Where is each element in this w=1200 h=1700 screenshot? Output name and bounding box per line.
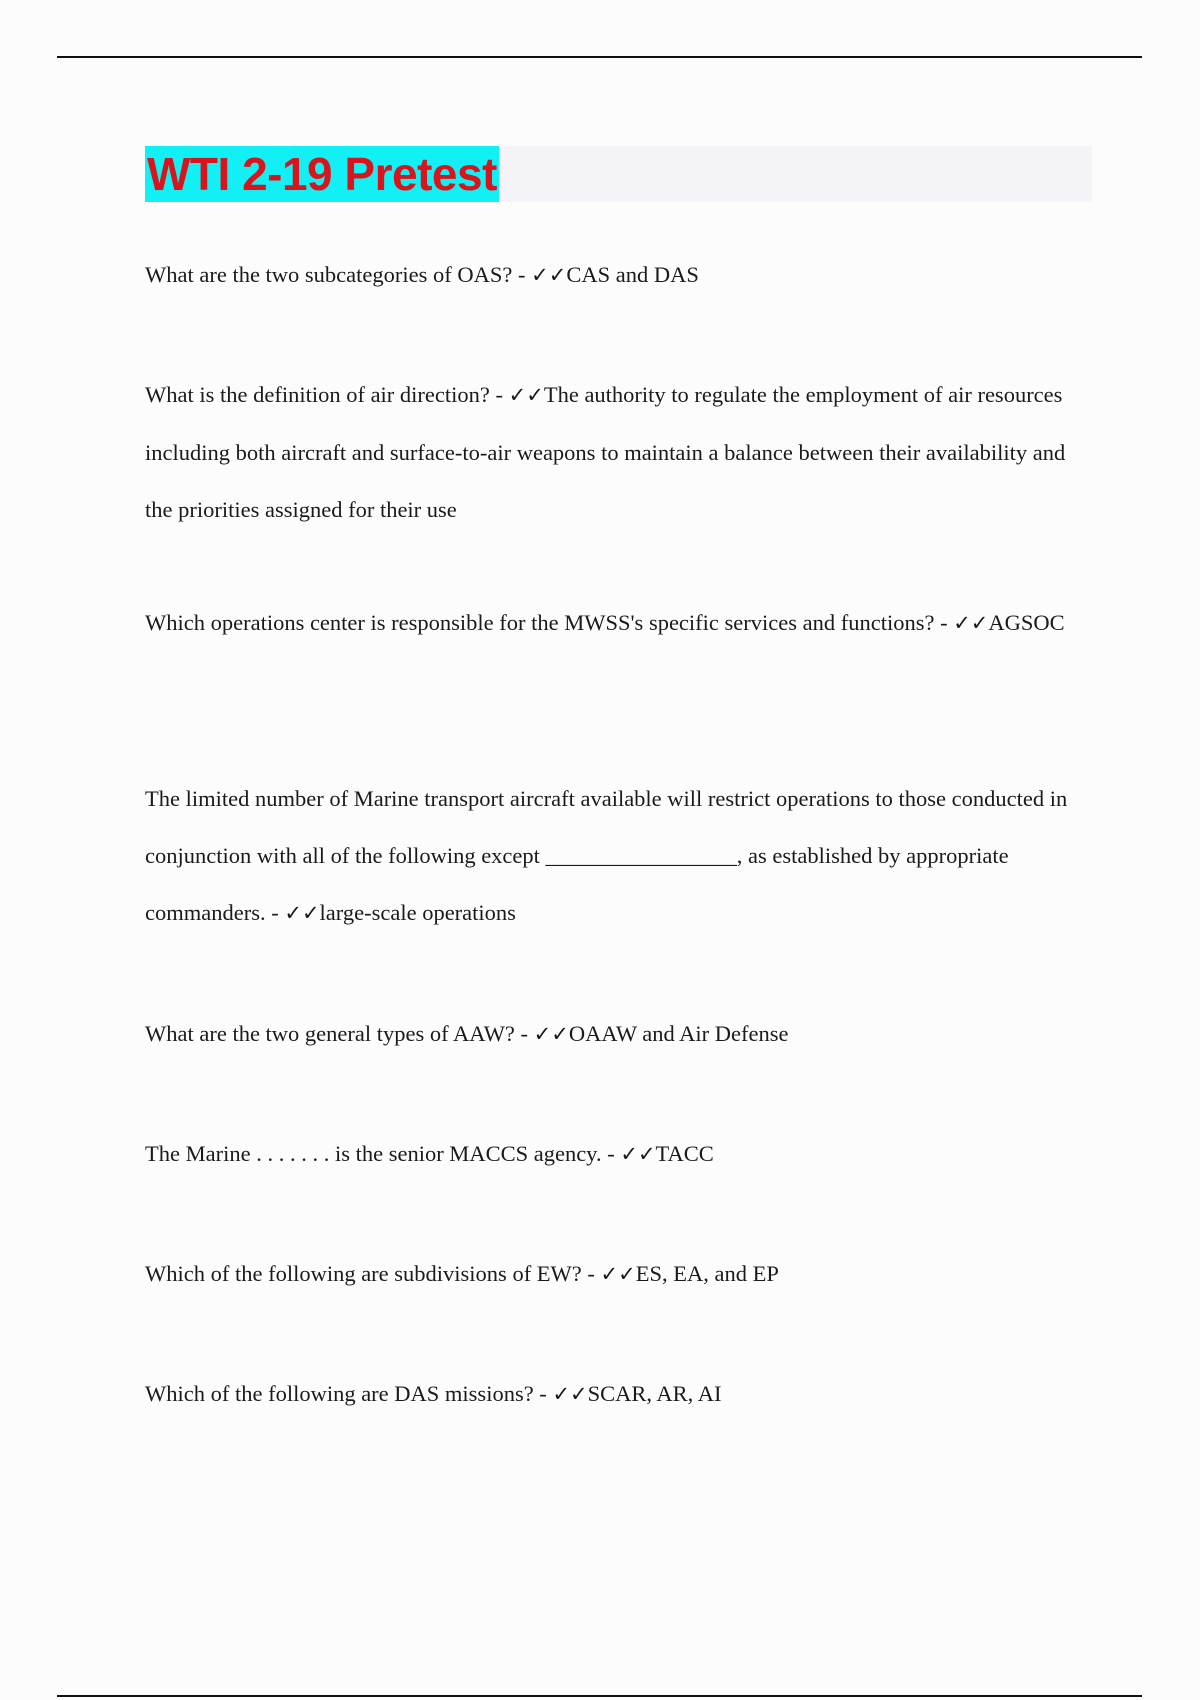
answer-text: SCAR, AR, AI (587, 1381, 722, 1406)
check-icon: ✓✓ (600, 1262, 636, 1286)
check-icon: ✓✓ (953, 611, 989, 635)
question-text: Which operations center is responsible for the MWSS's specific services and functions? - (145, 610, 954, 635)
question-text: What are the two general types of AAW? - (145, 1021, 534, 1046)
qa-item-5 (145, 1005, 1090, 1063)
qa-item-6 (145, 1125, 1090, 1183)
answer-text: ES, EA, and EP (635, 1261, 779, 1286)
qa-item-3 (145, 594, 1090, 652)
answer-text: CAS and DAS (566, 262, 699, 287)
question-text: The Marine . . . . . . . is the senior MACCS agency. - (145, 1141, 621, 1166)
answer-text: AGSOC (988, 610, 1065, 635)
question-text: Which of the following are DAS missions? - (145, 1381, 553, 1406)
check-icon: ✓✓ (531, 263, 567, 287)
question-text: Which of the following are subdivisions of EW? - (145, 1261, 601, 1286)
answer-text: The authority to regulate the employment of air resources including both aircraft and surface-to-air weapons to maintain a balance between their availability and the priorities assigned for their use (145, 382, 1066, 522)
question-text: The limited number of Marine transport aircraft available will restrict operations to those conducted in conjunction with all of the following except _________________, as established by appropriate commanders. - (145, 786, 1068, 925)
check-icon: ✓✓ (284, 901, 320, 925)
answer-text: large-scale operations (319, 900, 516, 925)
check-icon: ✓✓ (620, 1142, 656, 1166)
check-icon: ✓✓ (533, 1022, 569, 1046)
header-rule (57, 56, 1142, 58)
footer-rule (57, 1695, 1142, 1697)
check-icon: ✓✓ (552, 1382, 588, 1406)
qa-item-2 (145, 366, 1090, 538)
answer-text: OAAW and Air Defense (568, 1021, 789, 1046)
qa-item-4 (145, 770, 1090, 942)
qa-item-8 (145, 1365, 1090, 1423)
answer-text: TACC (655, 1141, 714, 1166)
question-text: What are the two subcategories of OAS? - (145, 262, 532, 287)
check-icon: ✓✓ (508, 383, 544, 407)
qa-item-7 (145, 1245, 1090, 1303)
qa-item-1 (145, 246, 1090, 304)
document-title: WTI 2-19 Pretest (147, 148, 497, 200)
question-text: What is the definition of air direction? - (145, 382, 509, 407)
